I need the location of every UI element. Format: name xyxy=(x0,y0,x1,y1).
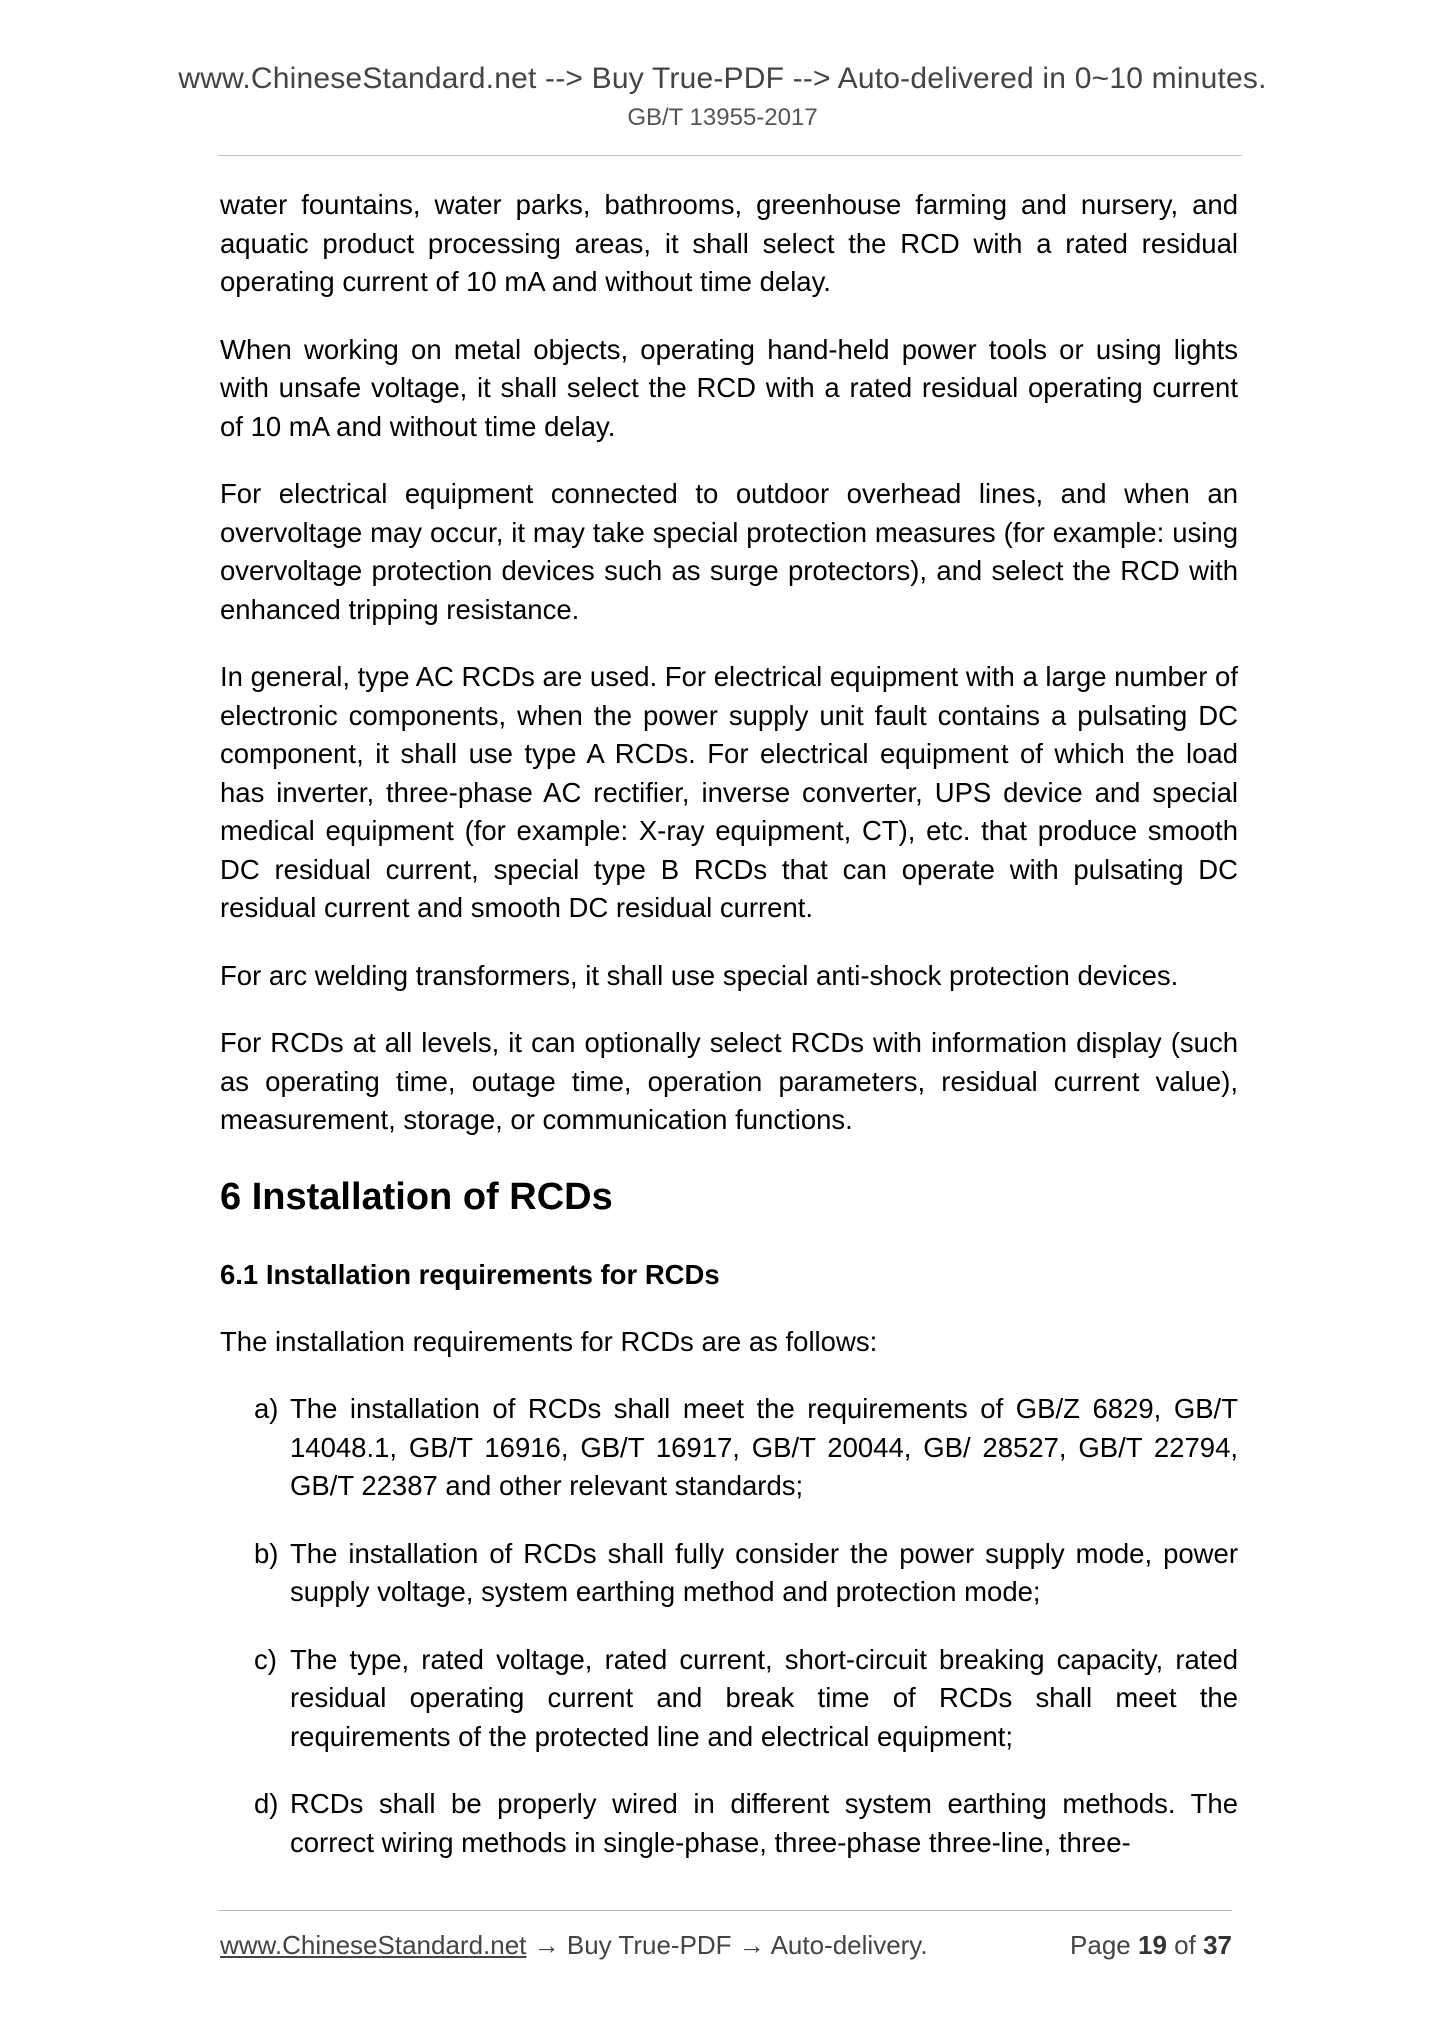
list-item-text: The installation of RCDs shall fully consider the power supply mode, power supply voltage, system earthing method and protection mode; xyxy=(290,1537,1238,1607)
page-footer xyxy=(220,1928,1232,1962)
list-item-text: The installation of RCDs shall meet the requirements of GB/Z 6829, GB/T 14048.1, GB/T 16916, GB/T 16917, GB/T 20044, GB/ 28527, GB/T 22794, GB/T 22387 and other relevant standards; xyxy=(290,1393,1238,1501)
footer-tagline: → Buy True-PDF → Auto-delivery. xyxy=(526,1930,928,1960)
list-item-text: RCDs shall be properly wired in different system earthing methods. The correct wiring methods in single-phase, three-phase three-line, three- xyxy=(290,1788,1238,1858)
list-marker: d) xyxy=(254,1788,279,1819)
paragraph-3: For electrical equipment connected to outdoor overhead lines, and when an overvoltage may occur, it may take special protection measures (for example: using overvoltage protection devices such as surge protectors), and select the RCD with enhanced tripping resistance. xyxy=(220,478,1238,625)
list-marker: a) xyxy=(254,1393,279,1424)
section-title: 6 Installation of RCDs xyxy=(220,1175,613,1218)
paragraph-6: For RCDs at all levels, it can optionally select RCDs with information display (such as operating time, outage time, operation parameters, residual current value), measurement, storage, or communication functions. xyxy=(220,1027,1238,1135)
list-item-text: The type, rated voltage, rated current, short-circuit breaking capacity, rated residual operating current and break time of RCDs shall meet the requirements of the protected line and electrical equipment; xyxy=(290,1643,1238,1752)
paragraph-2: When working on metal objects, operating hand-held power tools or using lights with unsafe voltage, it shall select the RCD with a rated residual operating current of 10 mA and without time delay. xyxy=(220,333,1238,442)
footer-divider xyxy=(218,1910,1232,1911)
page-content xyxy=(220,186,1238,1891)
page-indicator xyxy=(1070,1928,1232,1962)
document-code: GB/T 13955-2017 xyxy=(627,104,818,131)
footer-site-link[interactable]: www.ChineseStandard.net xyxy=(220,1930,527,1960)
list-item-b xyxy=(220,1535,1238,1612)
subsection-title: 6.1 Installation requirements for RCDs xyxy=(220,1258,720,1290)
list-marker: b) xyxy=(254,1537,279,1569)
of-label: of xyxy=(1174,1930,1196,1960)
header-banner-text: www.ChineseStandard.net --> Buy True-PDF --> Auto-delivered in 0~10 minutes. xyxy=(178,62,1267,95)
paragraph-4: In general, type AC RCDs are used. For electrical equipment with a large number of electronic components, when the power supply unit fault contains a pulsating DC component, it shall use type A RCDs. For electrical equipment of which the load has inverter, three-phase AC rectifier, inverse converter, UPS device and special medical equipment (for example: X-ray equipment, CT), etc. that produce smooth DC residual current, special type B RCDs that can operate with pulsating DC residual current and smooth DC residual current. xyxy=(220,661,1238,923)
list-item-c xyxy=(220,1641,1238,1757)
paragraph-1: water fountains, water parks, bathrooms, greenhouse farming and nursery, and aquatic product processing areas, it shall select the RCD with a rated residual operating current of 10 mA and without time delay. xyxy=(220,189,1238,297)
page-header xyxy=(0,60,1445,134)
total-pages-number: 37 xyxy=(1203,1930,1232,1960)
page-label: Page xyxy=(1070,1930,1131,1960)
list-marker: c) xyxy=(254,1643,277,1675)
current-page-number: 19 xyxy=(1138,1930,1167,1960)
header-divider xyxy=(218,155,1242,156)
list-item-d xyxy=(220,1785,1238,1862)
list-intro: The installation requirements for RCDs are as follows: xyxy=(220,1325,878,1357)
paragraph-5: For arc welding transformers, it shall use special anti-shock protection devices. xyxy=(220,959,1179,991)
list-item-a xyxy=(220,1390,1238,1506)
